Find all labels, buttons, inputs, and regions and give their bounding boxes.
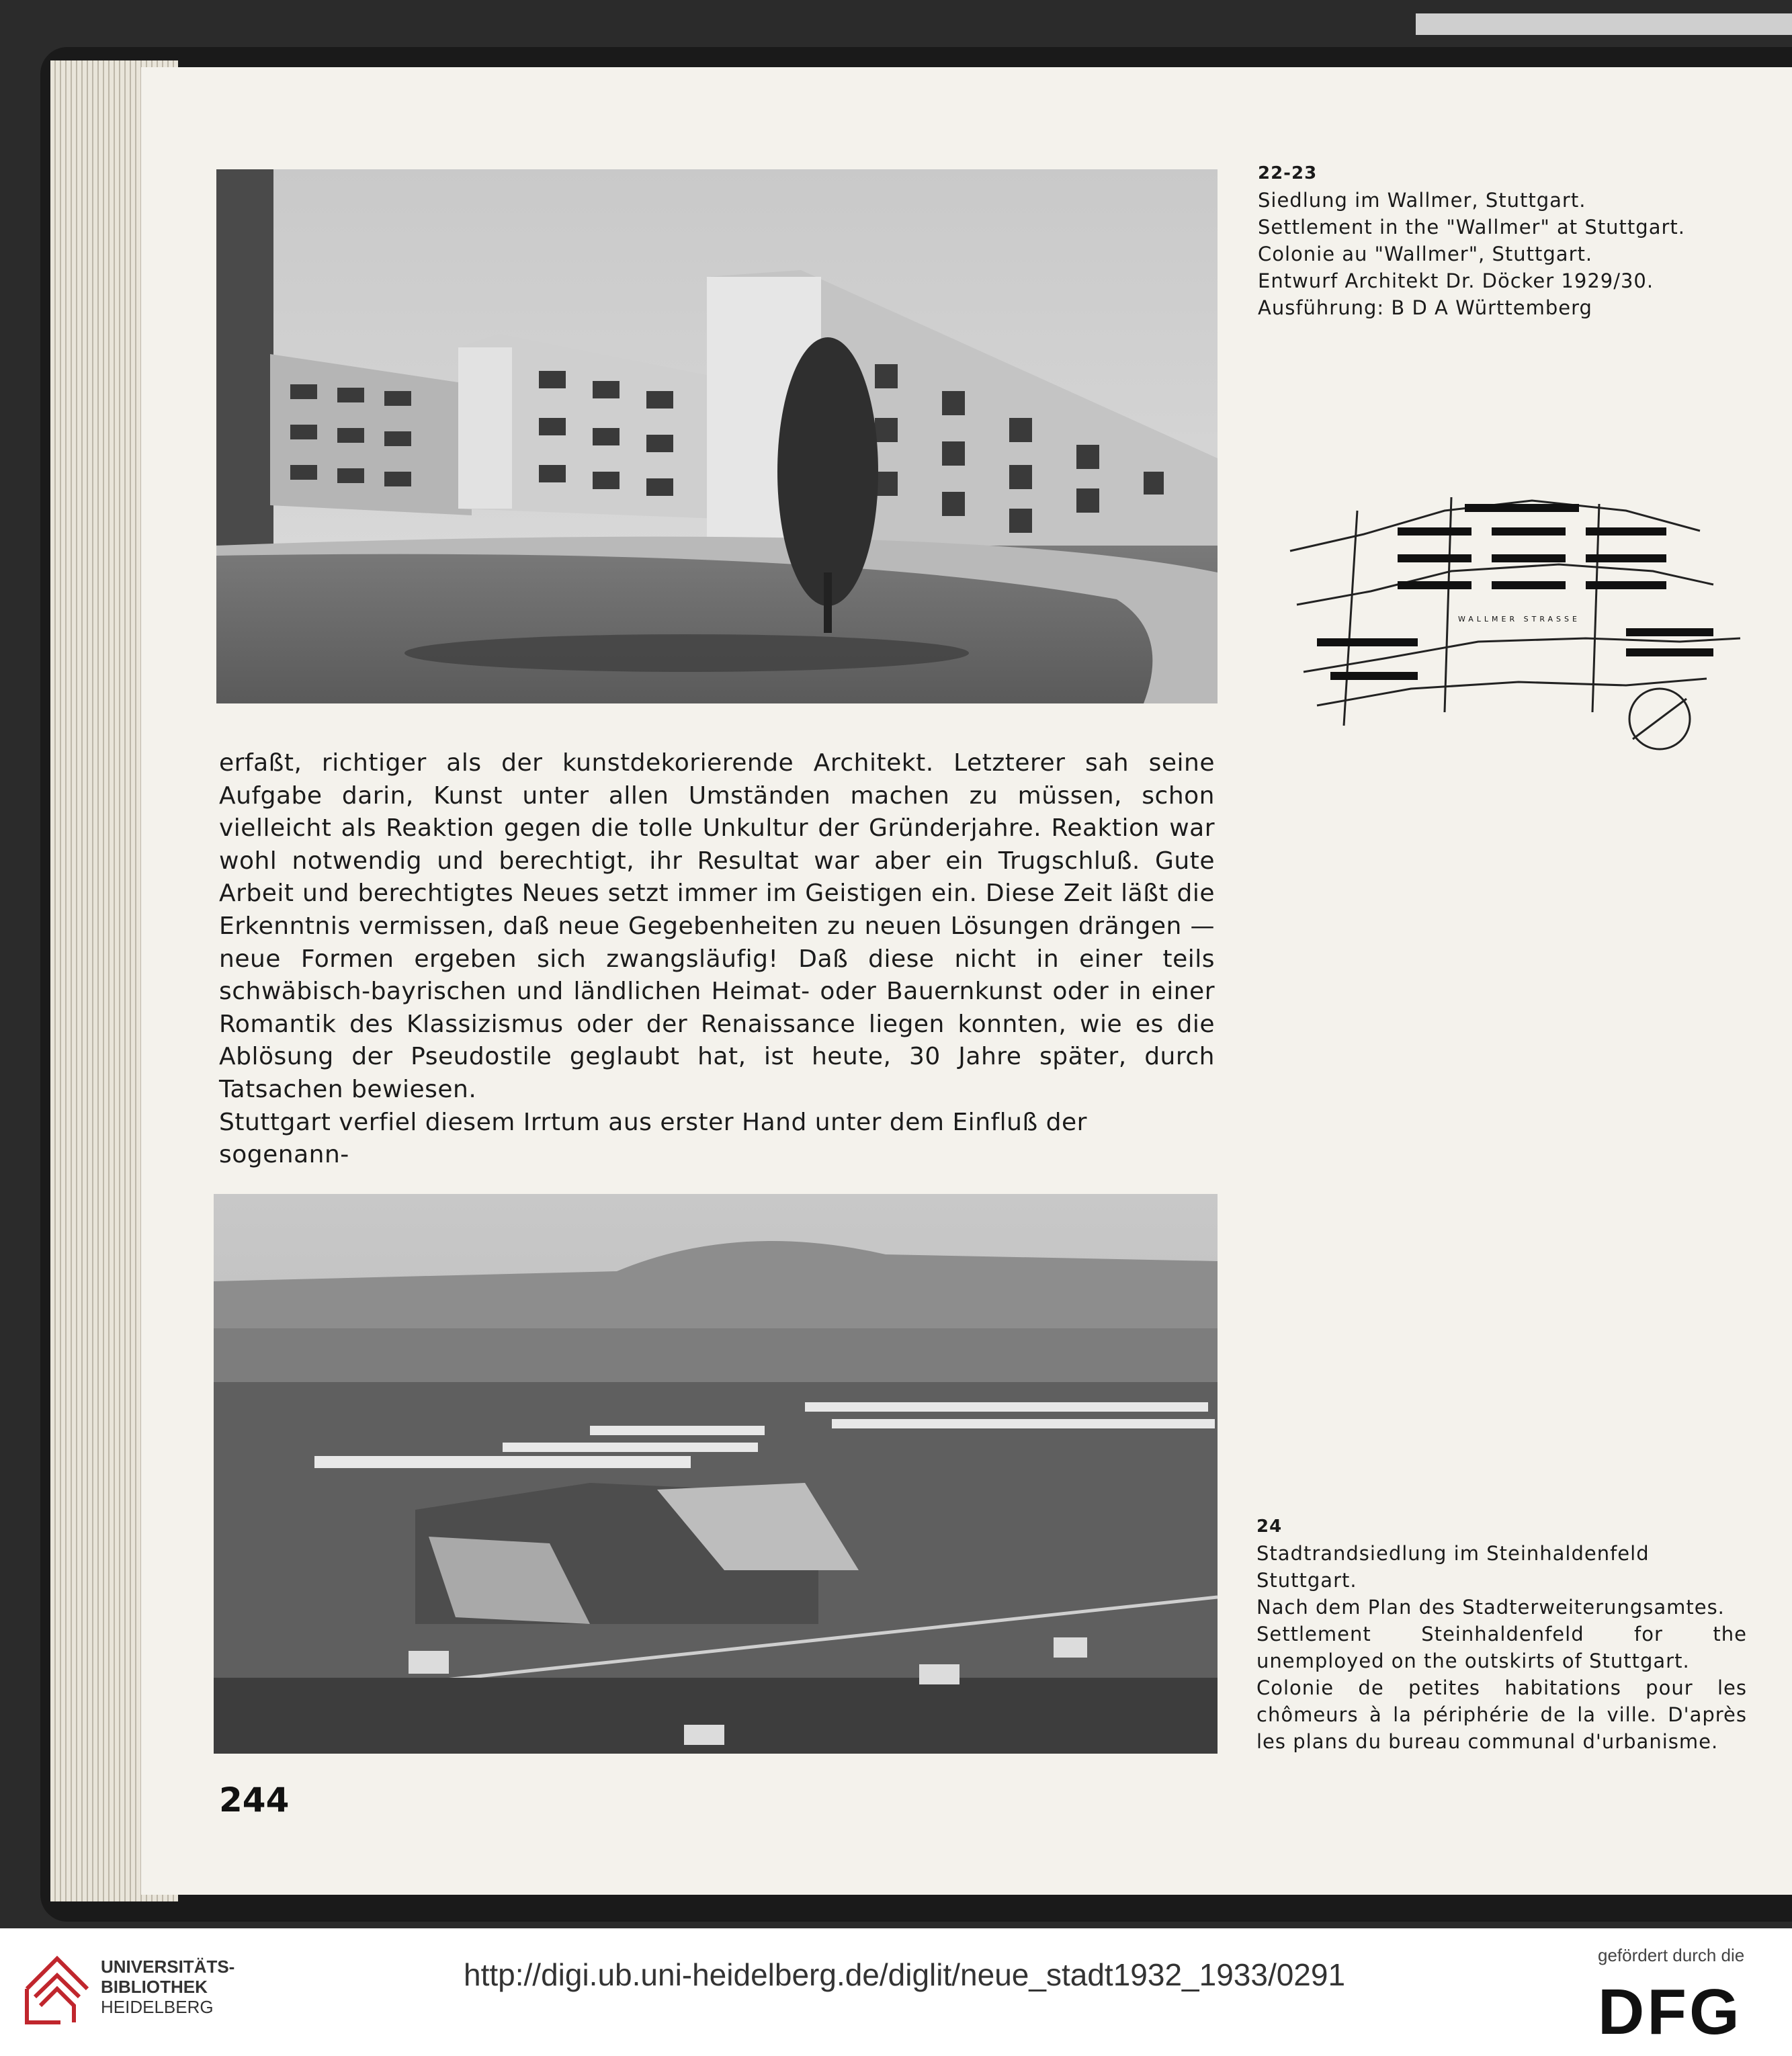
photo-steinhaldenfeld (214, 1194, 1218, 1754)
caption-line: Settlement in the "Wallmer" at Stuttgart. (1258, 216, 1685, 239)
digital-object-url[interactable]: http://digi.ub.uni-heidelberg.de/diglit/neue_stadt1932_1933/0291 (464, 1957, 1346, 1992)
library-name-line: UNIVERSITÄTS- (101, 1957, 235, 1977)
caption-22-23 (1258, 160, 1742, 321)
site-plan-drawing (1277, 470, 1747, 753)
caption-number: 24 (1256, 1516, 1283, 1537)
caption-line: Colonie au "Wallmer", Stuttgart. (1258, 243, 1593, 265)
caption-line: Colonie de petites habitations pour les chômeurs à la périphérie de la ville. D'après les plans du bureau communal d'urbanisme. (1256, 1676, 1747, 1753)
body-paragraph: Stuttgart verfiel diesem Irrtum aus erster Hand unter dem Einfluß der sogenann- (219, 1108, 1087, 1169)
library-name-line: BIBLIOTHEK (101, 1977, 208, 1997)
library-name-line: HEIDELBERG (101, 1997, 214, 2017)
caption-line: Entwurf Architekt Dr. Döcker 1929/30. (1258, 269, 1654, 292)
caption-number: 22-23 (1258, 163, 1318, 183)
library-name (101, 1957, 234, 2017)
funding-label: gefördert durch die (1598, 1945, 1745, 1965)
caption-line: Stuttgart. (1256, 1569, 1357, 1592)
dfg-logo: DFG (1598, 1976, 1742, 2048)
caption-line: Settlement Steinhaldenfeld for the unemployed on the outskirts of Stuttgart. (1256, 1623, 1747, 1672)
caption-line: Siedlung im Wallmer, Stuttgart. (1258, 189, 1586, 212)
caption-line: Stadtrandsiedlung im Steinhaldenfeld (1256, 1542, 1650, 1565)
university-library-logo (20, 1948, 94, 2029)
photo-wallmer-settlement (216, 169, 1218, 703)
scan-edge (1416, 13, 1792, 35)
body-paragraph: erfaßt, richtiger als der kunstdekorierende Architekt. Letzterer sah seine Aufgabe darin, Kunst unter allen Umständen machen zu müssen, schon vielleicht als Reaktion gegen die tolle Unkultur der Gründerjahre. Reaktion war wohl notwendig und berechtigt, ihr Resultat war aber ein Trugschluß. Gute Arbeit und berechtigtes Neues setzt immer im Geistigen ein. Diese Zeit läßt die Erkenntnis vermissen, daß neue Gegebenheiten zu neuen Lösungen drängen — neue Formen ergeben sich zwangsläufig! Daß diese nicht in einer teils schwäbisch-bayrischen und ländlichen Heimat- oder Bauernkunst oder in einer Romantik des Klassizismus oder der Renaissance liegen konnten, wie es die Ablösung der Pseudostile geglaubt hat, ist heute, 30 Jahre später, durch Tatsachen bewiesen. (219, 749, 1215, 1103)
plan-street-label: WALLMER STRASSE (1458, 615, 1580, 624)
caption-line: Ausführung: B D A Württemberg (1258, 296, 1592, 319)
body-text (219, 747, 1215, 1172)
page-number: 244 (219, 1781, 290, 1819)
caption-line: Nach dem Plan des Stadterweiterungsamtes. (1256, 1596, 1725, 1619)
caption-24 (1256, 1513, 1747, 1755)
